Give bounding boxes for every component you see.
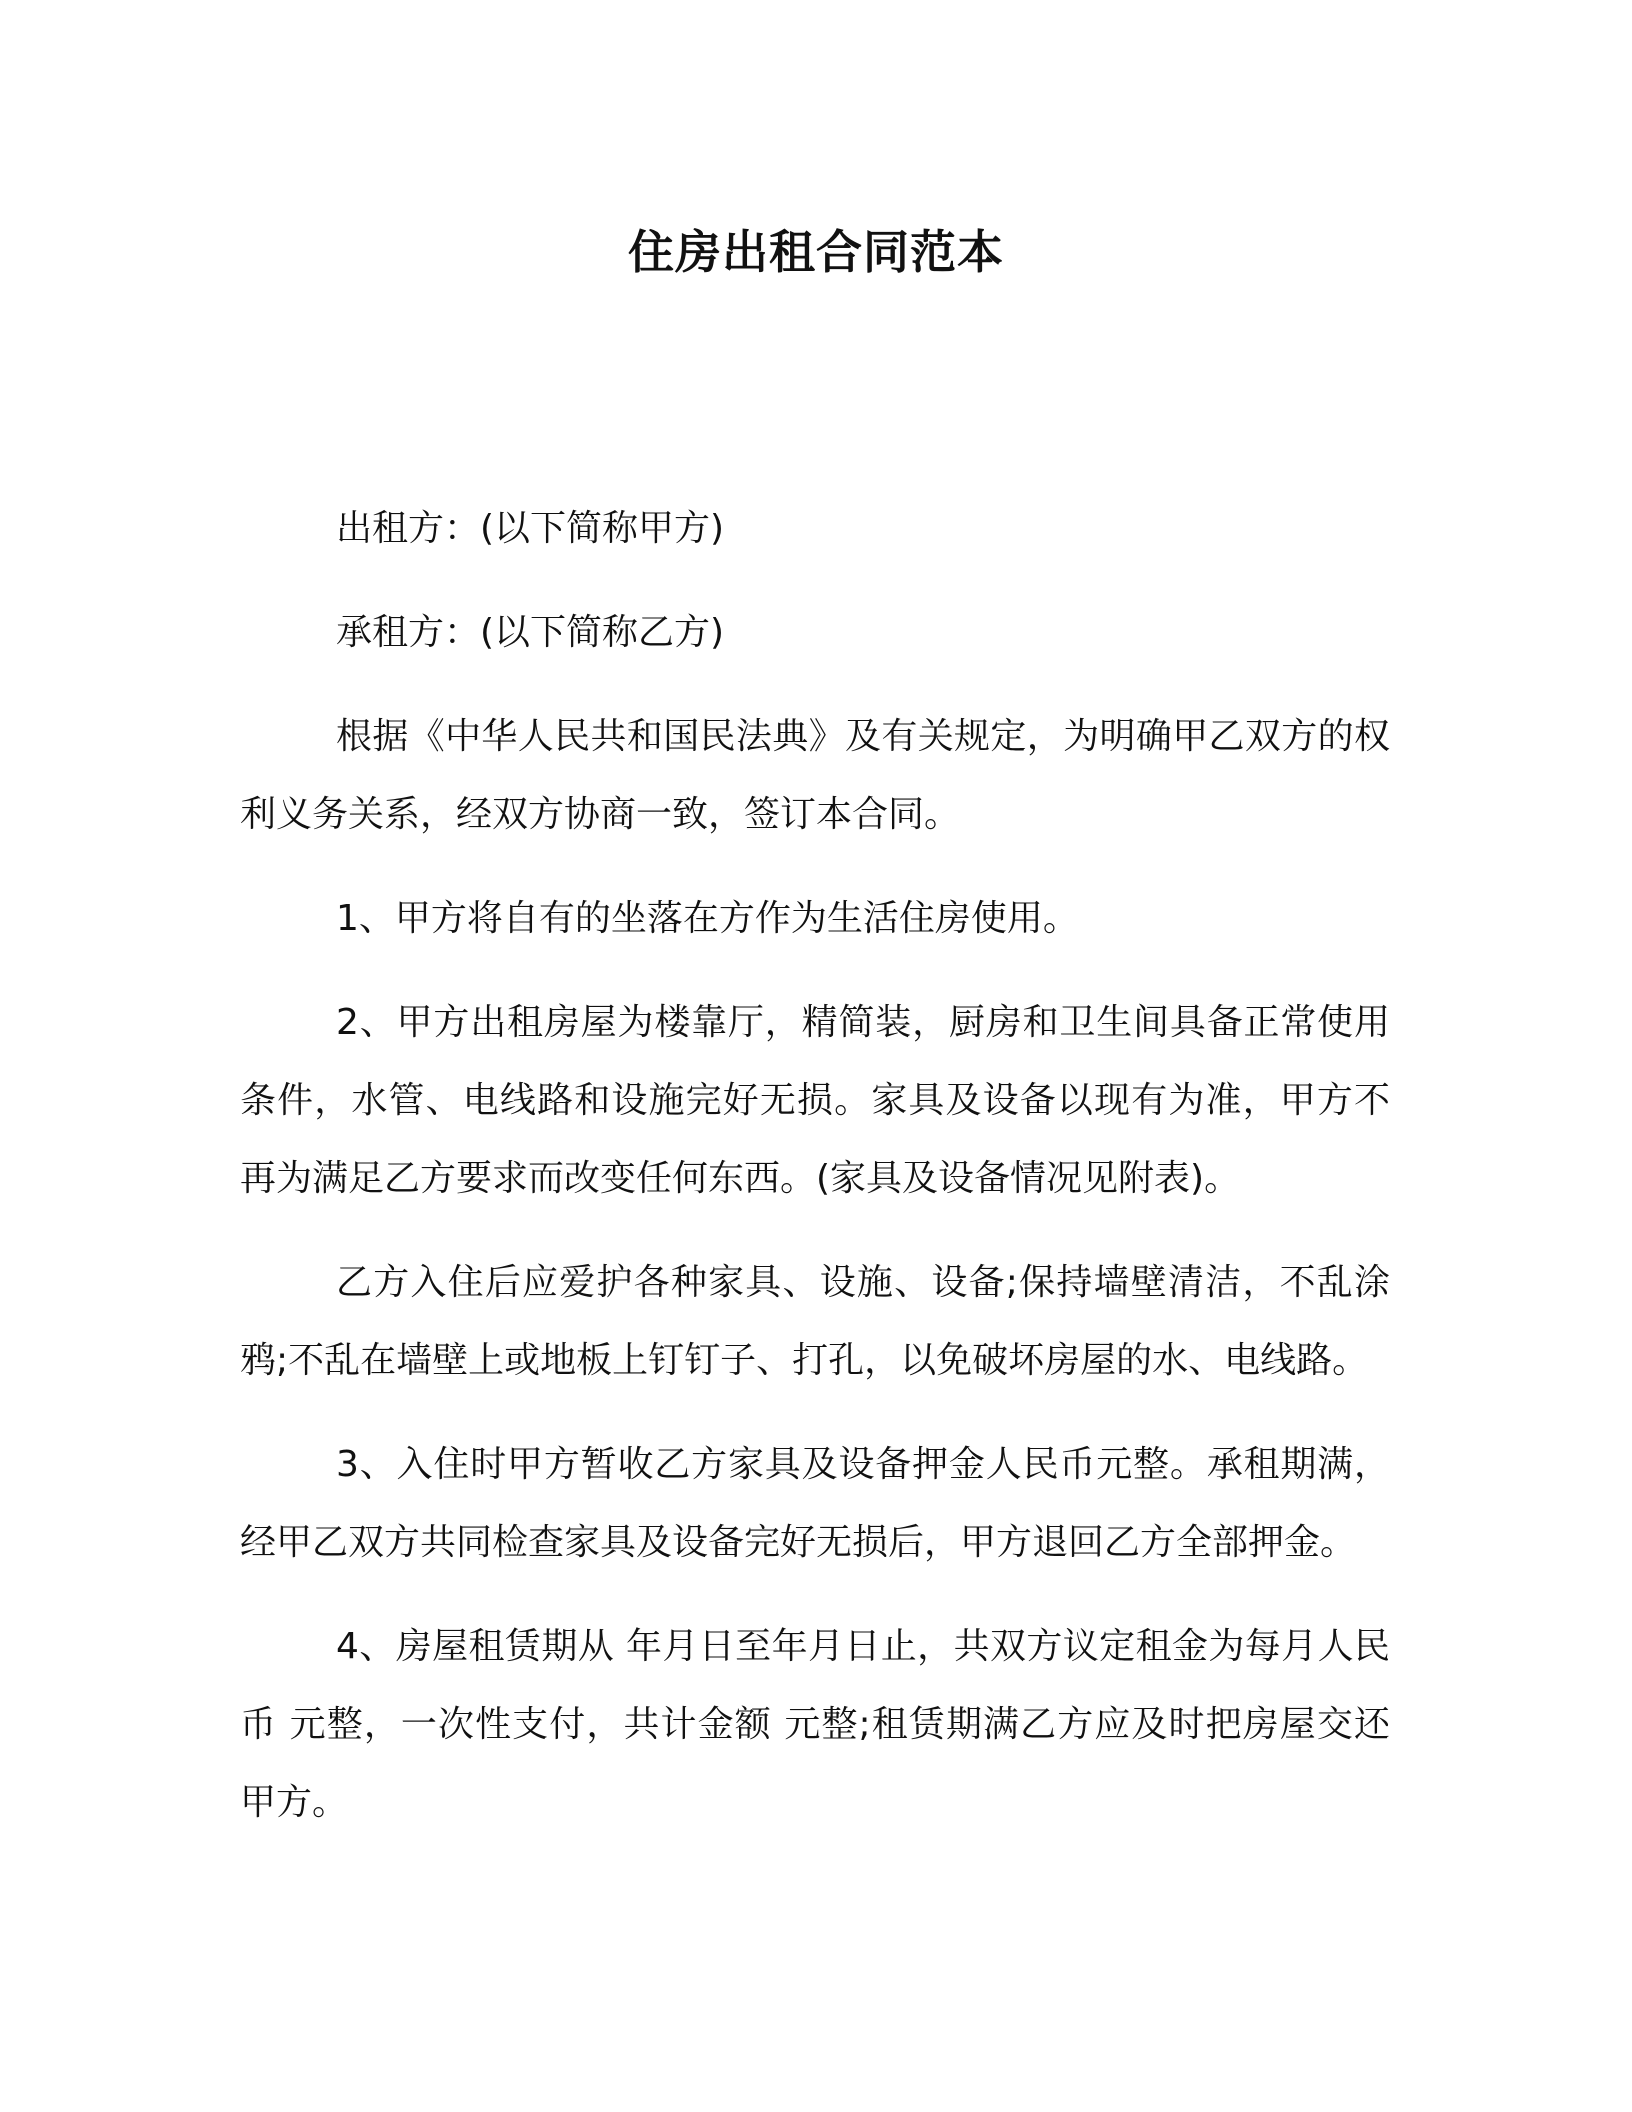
document-title: 住房出租合同范本 (628, 225, 1004, 279)
preamble-paragraph: 根据《中华人民共和国民法典》及有关规定，为明确甲乙双方的权利义务关系，经双方协商一致，签订本合同。 (240, 716, 1390, 835)
document-body (240, 490, 1390, 1868)
lessee-line: 承租方：(以下简称乙方) (336, 612, 725, 653)
clause-1: 1、甲方将自有的坐落在方作为生活住房使用。 (336, 898, 1079, 939)
clause-4: 4、房屋租赁期从 年月日至年月日止，共双方议定租金为每月人民币 元整，一次性支付，共计金额 元整;租赁期满乙方应及时把房屋交还甲方。 (240, 1626, 1390, 1823)
clause-2-tenant-duties: 乙方入住后应爱护各种家具、设施、设备;保持墙壁清洁，不乱涂鸦;不乱在墙壁上或地板上钉钉子、打孔，以免破坏房屋的水、电线路。 (240, 1262, 1390, 1381)
clause-2: 2、甲方出租房屋为楼靠厅，精简装，厨房和卫生间具备正常使用条件，水管、电线路和设施完好无损。家具及设备以现有为准，甲方不再为满足乙方要求而改变任何东西。(家具及设备情况见附表)。 (240, 1002, 1390, 1199)
lessor-line: 出租方：(以下简称甲方) (336, 508, 725, 549)
clause-3: 3、入住时甲方暂收乙方家具及设备押金人民币元整。承租期满，经甲乙双方共同检查家具及设备完好无损后，甲方退回乙方全部押金。 (240, 1444, 1390, 1563)
